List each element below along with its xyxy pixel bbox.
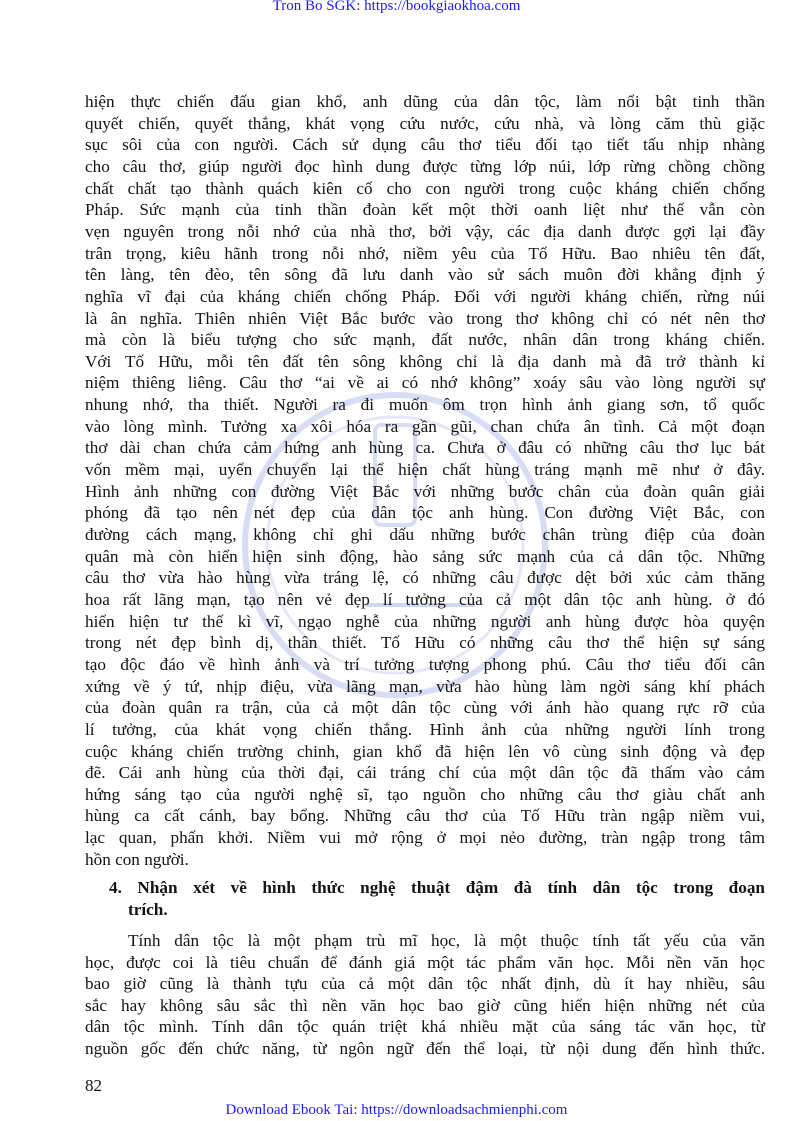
text-line: hiện thực chiến đấu gian khổ, anh dũng của dân tộc, làm nổi bật tinh thần xyxy=(85,92,765,111)
text-line: chất chất tạo thành quách kiên cố cho con người trong cuộc kháng chiến chống xyxy=(85,178,765,198)
text-line: lạc quan, phấn khởi. Niềm vui mở rộng ở mọi nẻo đường, tràn ngập trong tâm xyxy=(85,828,765,848)
text-line: dân tộc mình. Tính dân tộc quán triệt khá nhiều mặt của sáng tác văn học, từ xyxy=(85,1017,765,1037)
text-line: vốn mềm mại, uyển chuyển lại thể hiện chất hùng tráng mạnh mẽ như ở đây. xyxy=(85,460,765,480)
text-line: quyết chiến, quyết thắng, khát vọng cứu nước, cứu nhà, và lòng căm thù giặc xyxy=(85,113,765,133)
text-line: xứng về ý tứ, nhịp điệu, vừa lãng mạn, vừa hào hùng làm ngời sáng khí phách xyxy=(85,676,765,696)
text-line: tạo độc đáo về hình ảnh và trí tưởng tượng phong phú. Câu thơ tiểu đối cân xyxy=(85,654,765,674)
text-line: lí tưởng, của khát vọng chiến thắng. Hình ảnh của những người lính trong xyxy=(85,719,765,739)
text-line: Với Tố Hữu, mỗi tên đất tên sông không chỉ là địa danh mà đã trở thành kỉ xyxy=(85,351,765,371)
text-line: hùng ca cất cánh, bay bổng. Những câu thơ của Tố Hữu tràn ngập niềm vui, xyxy=(85,806,765,826)
text-line: hiển hiện tư thế kì vĩ, ngạo nghễ của những người anh hùng được hòa quyện xyxy=(85,611,765,631)
text-line: Tính dân tộc là một phạm trù mĩ học, là một thuộc tính tất yếu của văn xyxy=(128,931,765,950)
text-line: nhung nhớ, tha thiết. Người ra đi muốn ôm trọn hình ảnh giang sơn, tổ quốc xyxy=(85,395,765,415)
text-line: hứng sáng tạo của người nghệ sĩ, tạo nguồn cho những câu thơ giàu chất anh xyxy=(85,784,765,804)
text-line: trân trọng, kiêu hãnh trong nỗi nhớ, niềm yêu của Tố Hữu. Bao nhiêu tên đất, xyxy=(85,243,765,263)
text-line: phóng đã tạo nên nét đẹp của dân tộc anh hùng. Con đường Việt Bắc, con xyxy=(85,503,765,523)
text-line: quân mà còn hiển hiện sinh động, hào sảng sức mạnh của cả dân tộc. Những xyxy=(85,546,765,566)
text-line: học, được coi là tiêu chuẩn để đánh giá một tác phẩm văn học. Mỗi nền văn học xyxy=(85,952,765,972)
text-line: sắc hay không sâu sắc thì nền văn học bao giờ cũng hiển hiện những nét của xyxy=(85,995,765,1015)
text-line: bao giờ cũng là thành tựu của cả một dân tộc nhất định, dù ít hay nhiều, sâu xyxy=(85,974,765,994)
text-line: nghĩa vĩ đại của kháng chiến chống Pháp. Đối với người kháng chiến, rừng núi xyxy=(85,286,765,306)
text-line: Hình ảnh những con đường Việt Bắc với những bước chân của đoàn quân giải xyxy=(85,481,765,501)
text-line: mà còn là biểu tượng cho sức mạnh, đất nước, nhân dân trong kháng chiến. xyxy=(85,330,765,350)
text-line: vẹn nguyên trong nỗi nhớ của nhà thơ, bởi vậy, các địa danh được gợi lại đầy xyxy=(85,221,765,241)
text-line: cho câu thơ, giúp người đọc hình dung được từng lớp núi, lớp rừng chồng chồng xyxy=(85,156,765,176)
text-line: đường cách mạng, không chỉ ghi dấu những bước chân trùng điệp của đoàn xyxy=(85,525,765,544)
text-line: Pháp. Sức mạnh của tinh thần đoàn kết một thời oanh liệt như thế vẫn còn xyxy=(85,200,765,220)
text-line: đẽ. Cái anh hùng của thời đại, cái tráng chí của một dân tộc đã thấm vào cảm xyxy=(85,763,765,783)
text-line: câu thơ vừa hào hùng vừa tráng lệ, có những câu được dệt bởi xúc cảm thăng xyxy=(85,568,765,588)
text-line: của đoàn quân ra trận, của cả một dân tộc cùng với ánh hào quang rực rỡ của xyxy=(85,698,765,718)
text-line: vào lòng mình. Tưởng xa xôi hóa ra gần gũi, chan chứa ân tình. Cả một đoạn xyxy=(85,416,765,436)
text-line: tên làng, tên đèo, tên sông đã lưu danh vào sử sách muôn đời khẳng định ý xyxy=(85,265,765,285)
section-heading-line: trích. xyxy=(128,900,168,919)
page-number: 82 xyxy=(85,1076,102,1095)
header-link[interactable]: Tron Bo SGK: https://bookgiaokhoa.com xyxy=(272,0,521,14)
text-line: niệm thiêng liêng. Câu thơ “ai về ai có nhớ không” xoáy sâu vào lòng người sự xyxy=(85,373,765,393)
text-line: nguồn gốc đến chức năng, từ ngôn ngữ đến thể loại, từ nội dung đến hình thức. xyxy=(85,1039,765,1058)
text-line: trong nét đẹp bình dị, thân thiết. Tố Hữu có những câu thơ thể hiện sự sáng xyxy=(85,633,765,653)
section-heading-line: 4. Nhận xét về hình thức nghệ thuật đậm đà tính dân tộc trong đoạn xyxy=(109,878,765,897)
text-line: sục sôi của con người. Cách sử dụng câu thơ tiểu đối tạo tiết tấu nhịp nhàng xyxy=(85,135,765,155)
text-line: cuộc kháng chiến trường chinh, gian khổ đã hiện lên vô cùng sinh động và đẹp xyxy=(85,741,765,761)
text-line: hoa rất lãng mạn, tạo nên vẻ đẹp lí tưởng của cả một dân tộc anh hùng. ở đó xyxy=(85,589,765,609)
text-line: hồn con người. xyxy=(85,849,189,869)
text-line: thơ dài chan chứa cảm hứng anh hùng ca. Chưa ở đâu có những câu thơ lục bát xyxy=(85,438,765,458)
footer-link[interactable]: Download Ebook Tai: https://downloadsachmienphi.com xyxy=(225,1102,568,1118)
text-line: là ân nghĩa. Thiên nhiên Việt Bắc bước vào trong thơ không chỉ có nét nên thơ xyxy=(85,308,765,328)
